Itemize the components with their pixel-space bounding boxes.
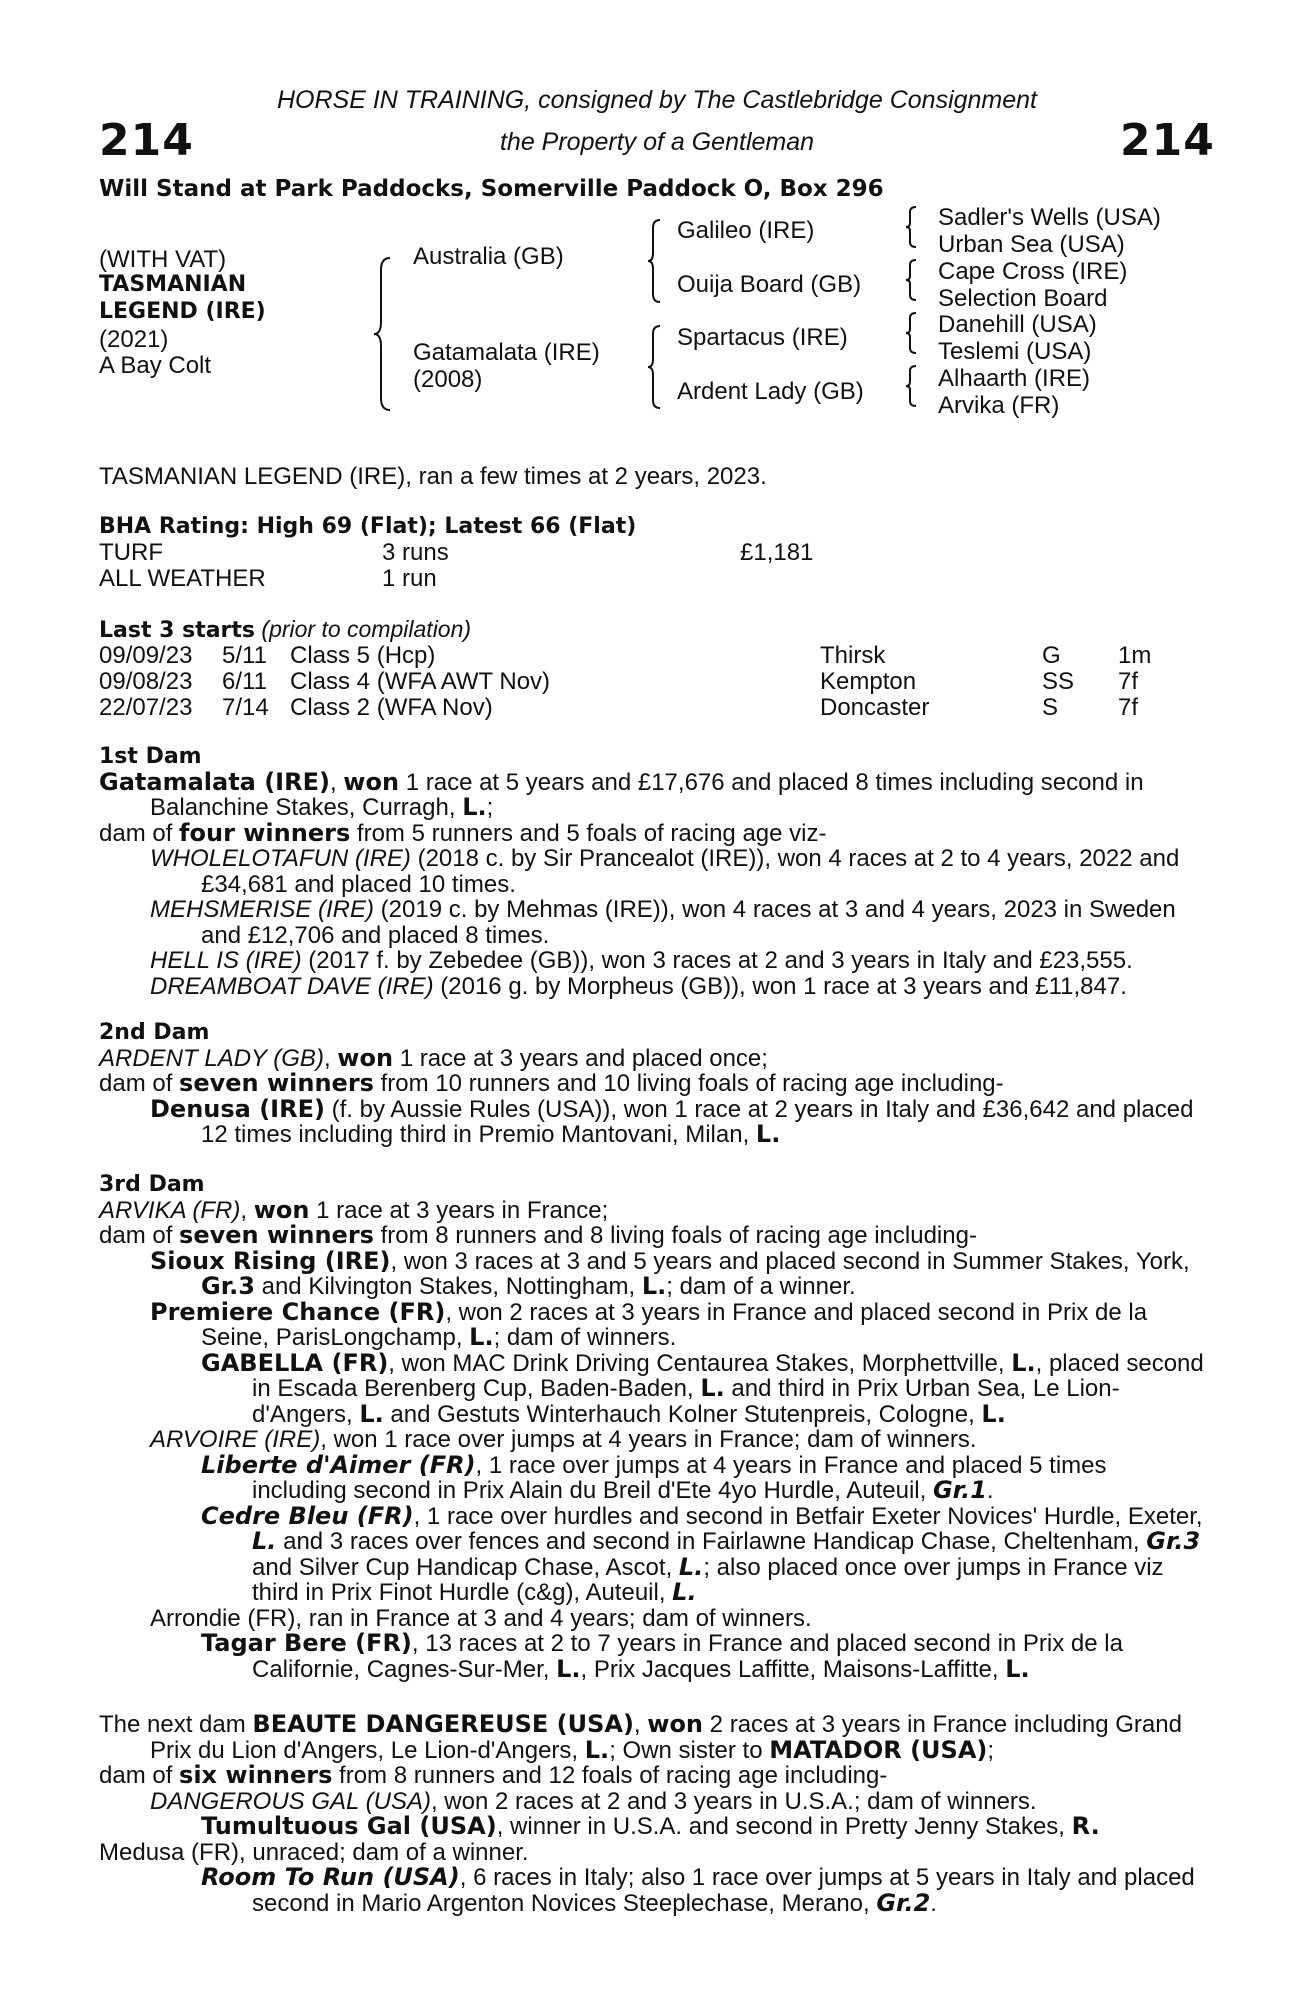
- list-item: Medusa (FR), unraced; dam of a winner.: [99, 1838, 529, 1866]
- first-dam-record: Gatamalata (IRE), won 1 race at 5 years and £17,676 and placed 8 times including second in Balanchine Stakes, Curragh, L.;: [99, 767, 1144, 821]
- pedigree-brace-spartacus: [904, 311, 918, 355]
- next-dam-record: The next dam BEAUTE DANGEREUSE (USA), won 2 races at 3 years in France including Grand Prix du Lion d'Angers, Le Lion-d'Angers, L.; Own sister to MATADOR (USA);: [99, 1710, 1182, 1764]
- first-dam-heading: 1st Dam: [99, 744, 202, 769]
- pedigree-brace-sire: [646, 218, 662, 304]
- start-date: 09/08/23: [99, 668, 193, 695]
- horse-name-line1: TASMANIAN: [99, 272, 247, 297]
- start-distance: 7f: [1118, 668, 1139, 695]
- list-item: MEHSMERISE (IRE) (2019 c. by Mehmas (IRE)), won 4 races at 3 and 4 years, 2023 in Sweden and £12,706 and placed 8 times.: [150, 896, 1176, 949]
- list-item: ARVOIRE (IRE), won 1 race over jumps at 4 years in France; dam of winners.: [150, 1426, 977, 1453]
- list-item: Room To Run (USA), 6 races in Italy; also 1 race over jumps at 5 years in Italy and placed second in Mario Argenton Novices Steeplechase, Merano, Gr.2.: [201, 1863, 1195, 1917]
- start-date: 09/09/23: [99, 642, 193, 669]
- second-dam-produce: dam of seven winners from 10 runners and 10 living foals of racing age including-: [99, 1069, 1004, 1097]
- pedigree-dds: Alhaarth (IRE): [938, 365, 1091, 392]
- start-course: Kempton: [820, 668, 917, 695]
- last-starts-title: Last 3 starts: [99, 618, 256, 643]
- start-position: 6/11: [222, 668, 267, 695]
- list-item: Sioux Rising (IRE), won 3 races at 3 and 5 years and placed second in Summer Stakes, York, Gr.3 and Kilvington Stakes, Nottingham, L.; dam of a winner.: [150, 1246, 1190, 1300]
- list-item: Tumultuous Gal (USA), winner in U.S.A. and second in Pretty Jenny Stakes, R.: [201, 1812, 1100, 1840]
- pedigree-brace-galileo: [904, 205, 918, 249]
- list-item: Premiere Chance (FR), won 2 races at 3 years in France and placed second in Prix de la Seine, ParisLongchamp, L.; dam of winners.: [150, 1297, 1148, 1351]
- start-position: 5/11: [222, 642, 267, 669]
- pedigree-dam-sire: Spartacus (IRE): [677, 324, 848, 351]
- bha-rating: BHA Rating: High 69 (Flat); Latest 66 (Flat): [99, 514, 637, 539]
- rating-aw-label: ALL WEATHER: [99, 565, 266, 592]
- second-dam-heading: 2nd Dam: [99, 1020, 210, 1045]
- rating-aw-runs: 1 run: [382, 565, 437, 592]
- pedigree-dsd: Teslemi (USA): [938, 338, 1092, 365]
- third-dam-heading: 3rd Dam: [99, 1172, 205, 1197]
- list-item: DANGEROUS GAL (USA), won 2 races at 2 and 3 years in U.S.A.; dam of winners.: [150, 1787, 1037, 1815]
- start-class: Class 2 (WFA Nov): [290, 694, 493, 721]
- pedigree-ddd: Arvika (FR): [938, 392, 1060, 419]
- rating-turf-runs: 3 runs: [382, 539, 449, 566]
- lot-number-left: 214: [99, 115, 194, 166]
- list-item: DREAMBOAT DAVE (IRE) (2016 g. by Morpheus (GB)), won 1 race at 3 years and £11,847.: [150, 972, 1127, 1000]
- vat-note: (WITH VAT): [99, 246, 227, 273]
- pedigree-dam-year: (2008): [413, 366, 483, 393]
- list-item: Denusa (IRE) (f. by Aussie Rules (USA)), won 1 race at 2 years in Italy and £36,642 and placed 12 times including third in Premio Mantovani, Milan, L.: [150, 1094, 1194, 1148]
- horse-year: (2021): [99, 326, 169, 353]
- stand-location: Will Stand at Park Paddocks, Somerville Paddock O, Box 296: [99, 176, 884, 202]
- pedigree-brace-ardent: [904, 364, 918, 408]
- pedigree-dam-dam: Ardent Lady (GB): [677, 378, 864, 405]
- pedigree-brace-ouija: [904, 258, 918, 302]
- pedigree-sire-dam: Ouija Board (GB): [677, 271, 862, 298]
- start-going: G: [1042, 642, 1061, 669]
- list-item: HELL IS (IRE) (2017 f. by Zebedee (GB)), won 3 races at 2 and 3 years in Italy and £23,555.: [150, 947, 1133, 974]
- pedigree-sds: Cape Cross (IRE): [938, 258, 1128, 285]
- start-date: 22/07/23: [99, 694, 193, 721]
- pedigree-dam: Gatamalata (IRE): [413, 339, 600, 366]
- next-dam-section: [99, 1712, 1205, 1916]
- start-distance: 1m: [1118, 642, 1152, 669]
- race-summary: TASMANIAN LEGEND (IRE), ran a few times at 2 years, 2023.: [99, 463, 767, 490]
- first-dam-section: [99, 744, 1205, 999]
- pedigree-sire-sire: Galileo (IRE): [677, 217, 815, 244]
- horse-description: A Bay Colt: [99, 352, 212, 379]
- pedigree-sss: Sadler's Wells (USA): [938, 204, 1161, 231]
- rating-turf-prize: £1,181: [740, 539, 814, 566]
- start-going: S: [1042, 694, 1059, 721]
- first-dam-produce: dam of four winners from 5 runners and 5 foals of racing age viz-: [99, 818, 827, 847]
- second-dam-section: [99, 1020, 1205, 1148]
- list-item: Arrondie (FR), ran in France at 3 and 4 years; dam of winners.: [150, 1604, 812, 1632]
- last-starts-heading: [99, 616, 471, 643]
- next-dam-produce: dam of six winners from 8 runners and 12 foals of racing age including-: [99, 1761, 888, 1789]
- pedigree-brace-gen1: [372, 256, 392, 412]
- third-dam-record: ARVIKA (FR), won 1 race at 3 years in France;: [99, 1195, 609, 1224]
- pedigree-dss: Danehill (USA): [938, 311, 1097, 338]
- pedigree-sire: Australia (GB): [413, 243, 564, 270]
- start-course: Doncaster: [820, 694, 930, 721]
- second-dam-record: ARDENT LADY (GB), won 1 race at 3 years and placed once;: [99, 1043, 768, 1072]
- list-item: Cedre Bleu (FR), 1 race over hurdles and second in Betfair Exeter Novices' Hurdle, Exeter, L. and 3 races over fences and second in Fairlawne Handicap Chase, Cheltenham, Gr.3 and Silver Cup Handicap Chase, Ascot, L.; also placed once over jumps in France viz third in Prix Finot Hurdle (c&g), Auteuil, L.: [201, 1501, 1203, 1606]
- start-distance: 7f: [1118, 694, 1139, 721]
- list-item: Liberte d'Aimer (FR), 1 race over jumps at 4 years in France and placed 5 times including second in Prix Alain du Breil d'Ete 4yo Hurdle, Auteuil, Gr.1.: [201, 1450, 1107, 1504]
- horse-name-line2: LEGEND (IRE): [99, 299, 266, 324]
- third-dam-section: [99, 1172, 1205, 1682]
- lot-number-right: 214: [1120, 115, 1215, 166]
- pedigree-sdd: Selection Board: [938, 285, 1108, 312]
- third-dam-produce: dam of seven winners from 8 runners and 8 living foals of racing age including-: [99, 1221, 977, 1249]
- list-item: WHOLELOTAFUN (IRE) (2018 c. by Sir Prancealot (IRE)), won 4 races at 2 to 4 years, 2022 and £34,681 and placed 10 times.: [150, 845, 1180, 898]
- start-class: Class 5 (Hcp): [290, 642, 436, 669]
- rating-turf-label: TURF: [99, 539, 163, 566]
- start-position: 7/14: [222, 694, 269, 721]
- start-class: Class 4 (WFA AWT Nov): [290, 668, 551, 695]
- list-item: Tagar Bere (FR), 13 races at 2 to 7 years in France and placed second in Prix de la Californie, Cagnes-Sur-Mer, L., Prix Jacques Laffitte, Maisons-Laffitte, L.: [201, 1629, 1123, 1683]
- consignment-line: HORSE IN TRAINING, consigned by The Castlebridge Consignment: [276, 86, 1038, 114]
- property-line: the Property of a Gentleman: [499, 128, 815, 156]
- pedigree-brace-dam: [646, 324, 662, 410]
- pedigree-ssd: Urban Sea (USA): [938, 231, 1125, 258]
- start-course: Thirsk: [820, 642, 886, 669]
- last-starts-note: (prior to compilation): [261, 616, 472, 642]
- list-item: GABELLA (FR), won MAC Drink Driving Centaurea Stakes, Morphettville, L., placed second in Escada Berenberg Cup, Baden-Baden, L. and third in Prix Urban Sea, Le Lion-d'Angers, L. and Gestuts Winterhauch Kolner Stutenpreis, Cologne, L.: [201, 1348, 1204, 1428]
- start-going: SS: [1042, 668, 1075, 695]
